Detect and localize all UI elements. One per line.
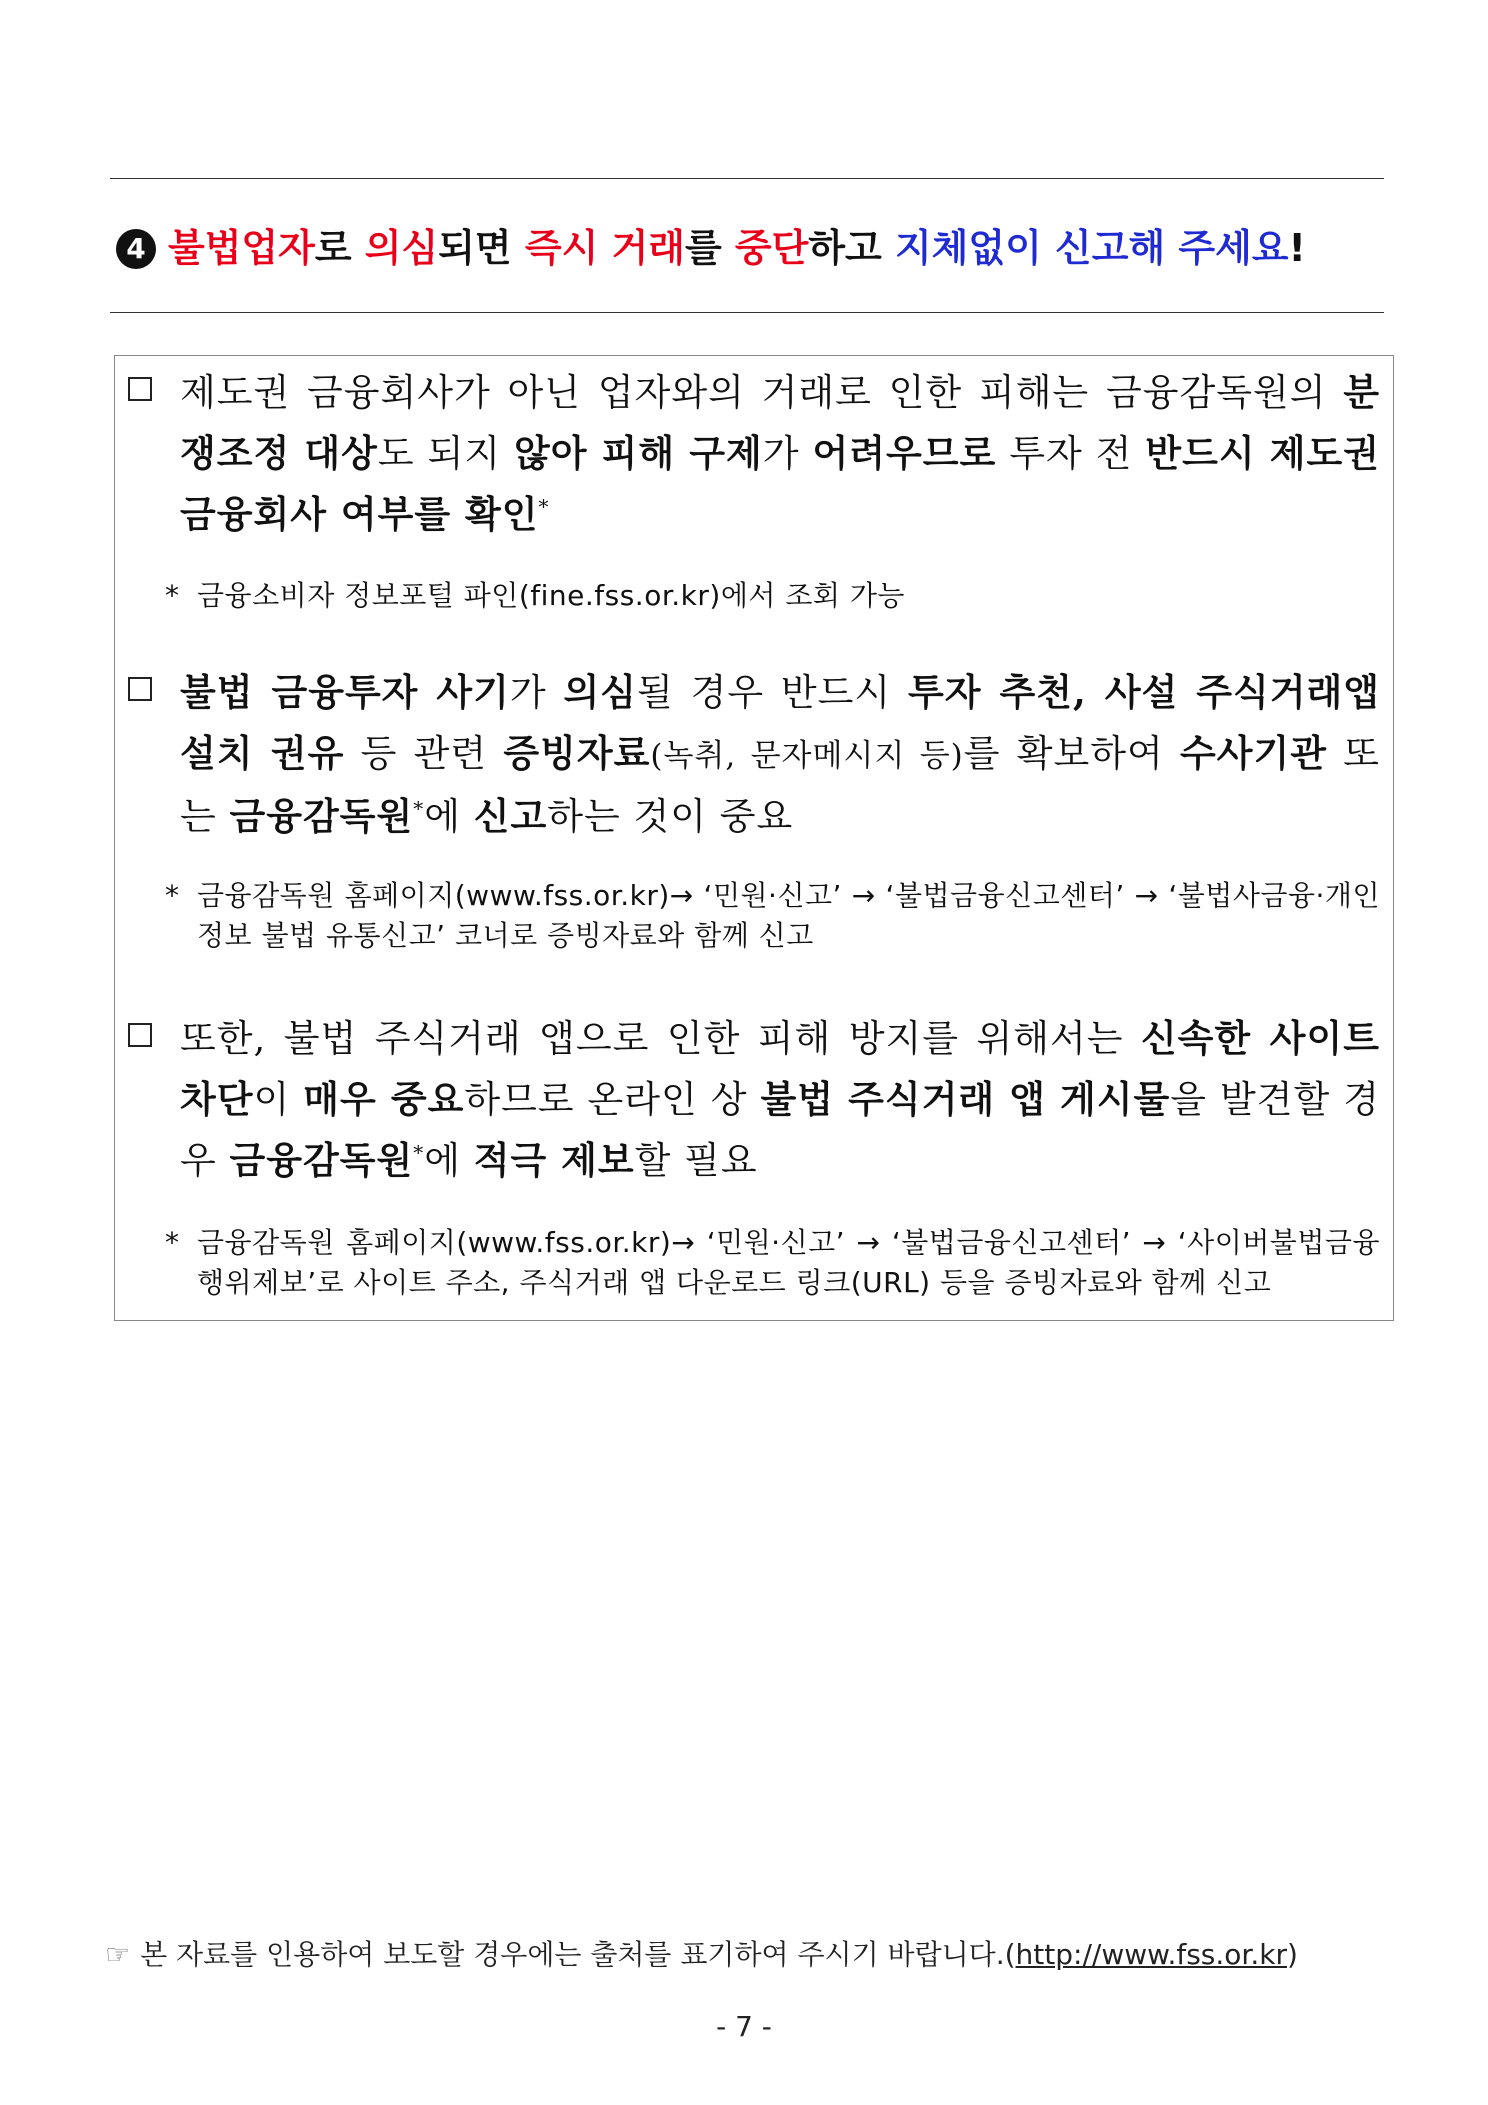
section-2: [128, 662, 1380, 847]
footnote-1-text: 금융소비자 정보포털 파인(fine.fss.or.kr)에서 조회 가능: [197, 579, 905, 612]
heading-part: 되면: [438, 226, 525, 270]
footnote-ref: *: [413, 1140, 425, 1165]
text-run: 적극 제보: [473, 1138, 635, 1182]
section-heading: [116, 220, 1386, 276]
text-run: 매우 중요: [303, 1077, 465, 1121]
heading-part: 지체없이 신고해 주세요: [894, 226, 1289, 270]
heading-part: 로: [314, 226, 365, 270]
section-1-text: [180, 362, 1380, 545]
fss-website-link[interactable]: http://www.fss.or.kr: [1015, 1938, 1287, 1971]
text-run: 등 관련: [344, 732, 504, 775]
heading-part: 불법업자: [168, 226, 315, 270]
heading-part: 의심: [364, 226, 439, 270]
text-run: 신고: [473, 794, 548, 838]
text-run: 불법 주식거래 앱 게시물: [760, 1077, 1171, 1121]
heading-bottom-rule: [110, 312, 1384, 313]
footnote-2: [165, 876, 1380, 956]
text-run: 또한, 불법 주식거래 앱으로 인한 피해 방지를 위해서는: [180, 1017, 1141, 1060]
heading-part: 즉시 거래: [524, 226, 685, 270]
text-run: 을 발견할 경우: [180, 1078, 1380, 1182]
text-run: 투자 추천, 사설 주식거래앱 설치 권유: [180, 670, 1380, 775]
text-run: 금융감독원: [229, 794, 414, 838]
footnote-mark: *: [165, 579, 180, 612]
text-run: 분쟁조정 대상: [180, 370, 1380, 475]
text-run: 될 경우 반드시: [636, 671, 909, 714]
text-run: 금융감독원: [229, 1138, 414, 1182]
footnote-mark: *: [165, 879, 180, 912]
footnote-1: [165, 576, 1380, 616]
text-run: 가: [509, 671, 564, 714]
heading-part: !: [1288, 226, 1306, 270]
checkbox-icon: [128, 377, 152, 401]
circled-number-badge: 4: [116, 229, 156, 269]
notice-close: ): [1287, 1938, 1298, 1971]
text-run: 투자 전: [996, 432, 1146, 475]
text-run: 를 확보하여: [963, 732, 1180, 775]
text-run: 수사기관: [1180, 731, 1327, 775]
heading-part: 중단: [734, 226, 809, 270]
pointing-hand-icon: ☞: [105, 1938, 131, 1971]
text-run: 하므로 온라인 상: [464, 1078, 761, 1121]
text-run: 불법 금융투자 사기: [180, 670, 510, 714]
footnote-3: [165, 1223, 1380, 1303]
text-run: 않아 피해 구제: [514, 431, 763, 475]
text-run: 증빙자료: [503, 731, 651, 775]
text-run: 신속한 사이트 차단: [180, 1016, 1380, 1121]
text-run: 의심: [563, 670, 637, 714]
footnote-ref: *: [538, 494, 550, 519]
text-run: 에: [424, 1139, 474, 1182]
heading-part: 를: [684, 226, 735, 270]
text-run: 또는: [180, 732, 1380, 838]
text-run: 할 필요: [634, 1139, 758, 1182]
top-rule: [110, 178, 1384, 179]
page-number: - 7 -: [716, 2010, 772, 2043]
section-3-text: [180, 1008, 1380, 1191]
footnote-ref: *: [413, 796, 425, 821]
text-run: 가: [762, 432, 813, 475]
text-run: 하는 것이 중요: [547, 795, 794, 838]
heading-part: 하고: [808, 226, 895, 270]
footnote-mark: *: [165, 1226, 180, 1259]
citation-notice: [105, 1935, 1405, 1975]
text-run: 에: [424, 795, 474, 838]
text-run: 이: [253, 1078, 304, 1121]
notice-text: 본 자료를 인용하여 보도할 경우에는 출처를 표기하여 주시기 바랍니다.(: [140, 1938, 1016, 1971]
text-run: 제도권 금융회사가 아닌 업자와의 거래로 인한 피해는 금융감독원의: [180, 371, 1344, 414]
text-run: (녹취, 문자메시지 등): [650, 738, 964, 774]
text-run: 어려우므로: [812, 431, 997, 475]
section-3: [128, 1008, 1380, 1191]
text-run: 도 되지: [377, 432, 515, 475]
checkbox-icon: [128, 677, 152, 701]
footnote-3-text: 금융감독원 홈페이지(www.fss.or.kr)→ ‘민원·신고’ → ‘불법금융신고센터’ → ‘사이버불법금융행위제보’로 사이트 주소, 주식거래 앱 다운로드 링크(URL) 등을 증빙자료와 함께 신고: [197, 1226, 1380, 1299]
section-1: [128, 362, 1380, 545]
heading-text: [168, 226, 1306, 270]
footnote-2-text: 금융감독원 홈페이지(www.fss.or.kr)→ ‘민원·신고’ → ‘불법금융신고센터’ → ‘불법사금융·개인정보 불법 유통신고’ 코너로 증빙자료와 함께 신고: [197, 879, 1380, 952]
checkbox-icon: [128, 1023, 152, 1047]
section-2-text: [180, 662, 1380, 847]
text-run: 반드시 제도권 금융회사 여부를 확인: [180, 431, 1380, 536]
